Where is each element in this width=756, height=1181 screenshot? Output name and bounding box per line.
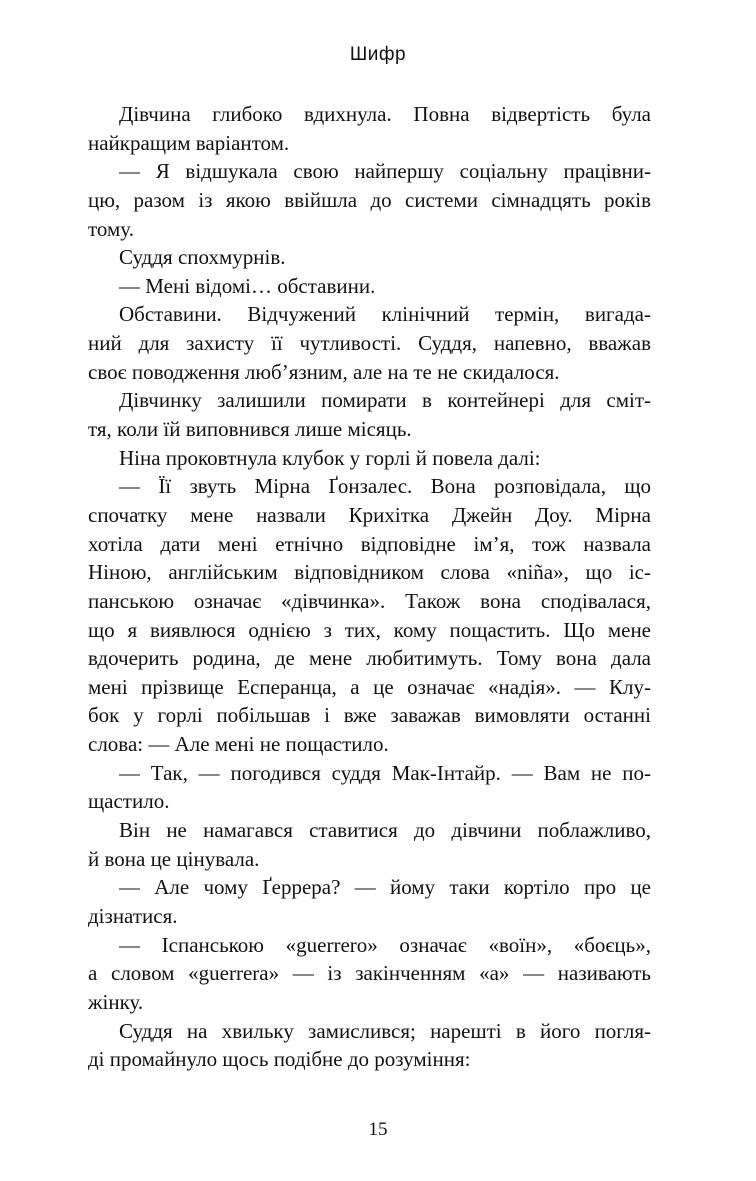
text-line: спочатку мене назвали Крихітка Джейн Доу. Мірна: [88, 502, 651, 527]
text-line: Обставини. Відчужений клінічний термін, вигада-: [119, 302, 651, 327]
text-line: що я виявлюся однією з тих, кому пощастить. Що мене: [88, 617, 651, 642]
text-line: Дівчинку залишили помирати в контейнері для сміт-: [119, 388, 651, 413]
text-line: Дівчина глибоко вдихнула. Повна відвертість була: [119, 102, 651, 126]
text-line: й вона це цінувала.: [88, 846, 260, 871]
text-line: — Мені відомі… обставини.: [119, 273, 376, 298]
text-line: дізнатися.: [88, 903, 178, 928]
text-line: тя, коли їй виповнився лише місяць.: [88, 417, 412, 442]
text-line: ді промайнуло щось подібне до розуміння:: [88, 1047, 471, 1072]
text-line: хотіла дати мені етнічно відповідне ім’я, тож назвала: [88, 531, 651, 556]
text-line: Він не намагався ставитися до дівчини поблажливо,: [119, 818, 651, 843]
text-line: жінку.: [88, 989, 144, 1014]
text-line: вдочерить родина, де мене любитимуть. Тому вона дала: [88, 646, 651, 671]
text-line: мені прізвище Есперанца, а це означає «надія». — Клу-: [88, 674, 651, 699]
body-text: [88, 100, 651, 1074]
text-line: панською означає «дівчинка». Також вона сподівалася,: [88, 588, 651, 613]
text-line: щастило.: [88, 789, 170, 814]
text-line: своє поводження люб’язним, але на те не скидалося.: [88, 359, 560, 384]
text-line: цю, разом із якою ввійшла до системи сімнадцять років: [88, 187, 651, 212]
text-line: бок у горлі побільшав і вже заважав вимовляти останні: [88, 703, 651, 728]
text-line: Ніною, англійським відповідником слова «niña», що іс-: [88, 560, 651, 585]
page-number: 15: [368, 1119, 388, 1140]
text-line: Ніна проковтнула клубок у горлі й повела далі:: [119, 445, 541, 470]
text-line: Суддя на хвильку замислився; нарешті в його погля-: [119, 1018, 651, 1043]
text-line: — Так, — погодився суддя Мак-Інтайр. — Вам не по-: [119, 760, 651, 785]
text-line: слова: — Але мені не пощастило.: [88, 732, 389, 757]
text-line: Суддя спохмурнів.: [119, 245, 286, 270]
text-line: — Але чому Ґеррера? — йому таки кортіло про це: [119, 875, 651, 900]
text-line: ний для захисту її чутливості. Суддя, напевно, вважав: [88, 331, 651, 356]
text-line: а словом «guerrera» — із закінченням «а» — називають: [88, 961, 651, 986]
text-line: тому.: [88, 216, 134, 241]
text-line: найкращим варіантом.: [88, 130, 290, 155]
text-line: — Іспанською «guerrero» означає «воїн», «боєць»,: [119, 932, 651, 957]
running-head: Шифр: [349, 44, 407, 65]
text-line: — Її звуть Мірна Ґонзалес. Вона розповідала, що: [119, 474, 651, 499]
text-line: — Я відшукала свою найпершу соціальну працівни-: [119, 159, 651, 184]
